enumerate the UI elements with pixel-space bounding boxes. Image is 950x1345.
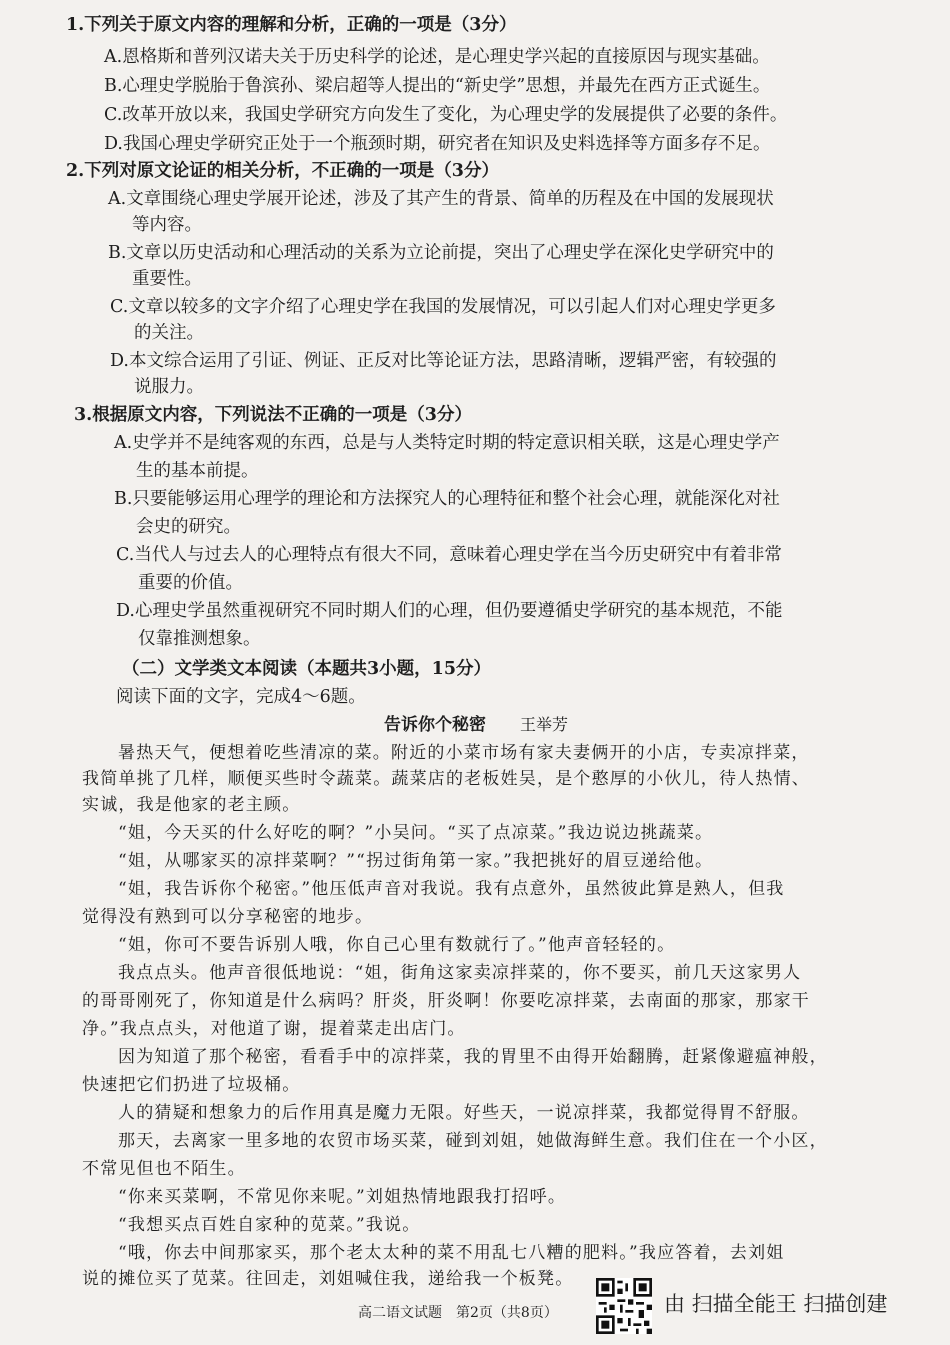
- question-1-option-b: B.心理史学脱胎于鲁滨孙、梁启超等人提出的“新史学”思想，并最先在西方正式诞生。: [104, 76, 771, 96]
- story-line: 的哥哥刚死了，你知道是什么病吗？肝炎，肝炎啊！你要吃凉拌菜，去南面的那家，那家干: [82, 991, 810, 1011]
- story-line: “姐，你可不要告诉别人哦，你自己心里有数就行了。”他声音轻轻的。: [118, 935, 676, 955]
- question-3-option-a-cont: 生的基本前提。: [136, 461, 259, 481]
- question-2-option-c-cont: 的关注。: [134, 323, 204, 343]
- question-2-option-b: B.文章以历史活动和心理活动的关系为立论前提，突出了心理史学在深化史学研究中的: [108, 243, 774, 263]
- question-2-option-b-cont: 重要性。: [132, 269, 202, 289]
- question-3-option-b: B.只要能够运用心理学的理论和方法探究人的心理特征和整个社会心理，就能深化对社: [114, 489, 780, 509]
- story-line: “姐，今天买的什么好吃的啊？”小吴问。“买了点凉菜。”我边说边挑蔬菜。: [118, 823, 714, 843]
- story-line: 快速把它们扔进了垃圾桶。: [82, 1075, 301, 1095]
- story-line: 人的猜疑和想象力的后作用真是魔力无限。好些天，一说凉拌菜，我都觉得胃不舒服。: [118, 1103, 810, 1123]
- question-3-option-d-cont: 仅靠推测想象。: [138, 629, 261, 649]
- story-line: “姐，我告诉你个秘密。”他压低声音对我说。我有点意外，虽然彼此算是熟人，但我: [118, 879, 785, 899]
- story-line: “哦，你去中间那家买，那个老太太种的菜不用乱七八糟的肥料。”我应答着，去刘姐: [118, 1243, 785, 1263]
- question-1-option-a: A.恩格斯和普列汉诺夫关于历史科学的论述，是心理史学兴起的直接原因与现实基础。: [104, 47, 770, 67]
- story-line: 净。”我点点头，对他道了谢，提着菜走出店门。: [82, 1019, 466, 1039]
- question-2-option-d-cont: 说服力。: [134, 377, 204, 397]
- story-line: 觉得没有熟到可以分享秘密的地步。: [82, 907, 374, 927]
- story-author: 王举芳: [520, 715, 569, 734]
- story-line: 我点点头。他声音很低地说：“姐，街角这家卖凉拌菜的，你不要买，前几天这家男人: [118, 963, 802, 983]
- section-heading: （二）文学类文本阅读（本题共3小题，15分）: [122, 659, 492, 679]
- story-title: 告诉你个秘密: [384, 715, 486, 735]
- story-line: 不常见但也不陌生。: [82, 1159, 246, 1179]
- question-2-option-a: A.文章围绕心理史学展开论述，涉及了其产生的背景、简单的历程及在中国的发展现状: [108, 189, 774, 209]
- question-2-option-a-cont: 等内容。: [132, 215, 202, 235]
- story-line: 说的摊位买了苋菜。往回走，刘姐喊住我，递给我一个板凳。: [82, 1269, 574, 1289]
- question-3-stem: 3.根据原文内容，下列说法不正确的一项是（3分）: [74, 405, 472, 425]
- reading-instruction: 阅读下面的文字，完成4～6题。: [116, 687, 366, 707]
- question-2-option-d: D.本文综合运用了引证、例证、正反对比等论证方法，思路清晰，逻辑严密，有较强的: [110, 351, 777, 371]
- story-line: “姐，从哪家买的凉拌菜啊？”“拐过街角第一家。”我把挑好的眉豆递给他。: [118, 851, 714, 871]
- scanner-watermark: 由 扫描全能王 扫描创建: [664, 1292, 888, 1316]
- story-line: 那天，去离家一里多地的农贸市场买菜，碰到刘姐，她做海鲜生意。我们住在一个小区，: [118, 1131, 828, 1151]
- question-3-option-d: D.心理史学虽然重视研究不同时期人们的心理，但仍要遵循史学研究的基本规范，不能: [116, 601, 783, 621]
- qr-code-icon: [596, 1278, 652, 1334]
- question-1-stem: 1.下列关于原文内容的理解和分析，正确的一项是（3分）: [66, 15, 517, 35]
- story-line: 因为知道了那个秘密，看看手中的凉拌菜，我的胃里不由得开始翻腾，赶紧像避瘟神般，: [118, 1047, 828, 1067]
- question-2-stem: 2.下列对原文论证的相关分析，不正确的一项是（3分）: [66, 161, 499, 181]
- question-3-option-a: A.史学并不是纯客观的东西，总是与人类特定时期的特定意识相关联，这是心理史学产: [114, 433, 780, 453]
- question-3-option-c: C.当代人与过去人的心理特点有很大不同，意味着心理史学在当今历史研究中有着非常: [116, 545, 782, 565]
- question-3-option-b-cont: 会史的研究。: [136, 517, 241, 537]
- question-1-option-d: D.我国心理史学研究正处于一个瓶颈时期，研究者在知识及史料选择等方面多存不足。: [104, 134, 771, 154]
- story-line: “你来买菜啊，不常见你来呢。”刘姐热情地跟我打招呼。: [118, 1187, 567, 1207]
- story-line: “我想买点百姓自家种的苋菜。”我说。: [118, 1215, 421, 1235]
- story-line: 我简单挑了几样，顺便买些时令蔬菜。蔬菜店的老板姓吴，是个憨厚的小伙儿，待人热情、: [82, 769, 810, 789]
- story-line: 实诚，我是他家的老主顾。: [82, 795, 301, 815]
- question-1-option-c: C.改革开放以来，我国史学研究方向发生了变化，为心理史学的发展提供了必要的条件。: [104, 105, 788, 125]
- story-line: 暑热天气，便想着吃些清凉的菜。附近的小菜市场有家夫妻俩开的小店，专卖凉拌菜，: [118, 743, 810, 763]
- question-2-option-c: C.文章以较多的文字介绍了心理史学在我国的发展情况，可以引起人们对心理史学更多: [110, 297, 776, 317]
- page-footer: 高二语文试题 第2页（共8页）: [358, 1305, 558, 1321]
- question-3-option-c-cont: 重要的价值。: [138, 573, 243, 593]
